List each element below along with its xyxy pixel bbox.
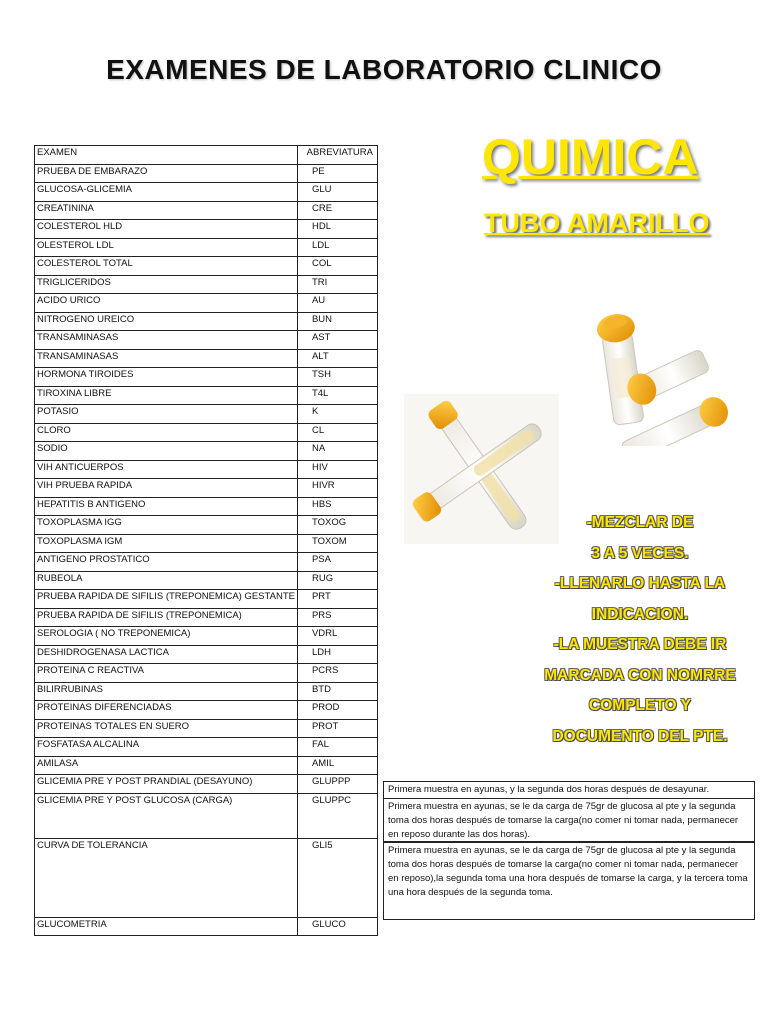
exam-name: CLORO [35,423,298,442]
collection-instructions [520,508,760,752]
instruction-line: DOCUMENTO DEL PTE. [552,727,728,745]
table-row [35,479,378,498]
table-row [35,571,378,590]
exam-abbreviation: GLUPPC [297,793,377,838]
instruction-line: -MEZCLAR DE [586,514,694,531]
exam-name: PRUEBA DE EMBARAZO [35,164,298,183]
exam-abbreviation: GLU [297,183,377,202]
tube-heading: TUBO AMARILLO [484,208,710,238]
exam-name: TRIGLICERIDOS [35,275,298,294]
exam-name: SEROLOGIA ( NO TREPONEMICA) [35,627,298,646]
exam-name: POTASIO [35,405,298,424]
table-row [35,534,378,553]
instruction-line: INDICACION. [591,605,689,623]
table-row [35,386,378,405]
exam-name: HORMONA TIROIDES [35,368,298,387]
exam-abbreviation: GLUPPP [297,775,377,794]
exam-name: PROTEINA C REACTIVA [35,664,298,683]
table-row [35,405,378,424]
table-row [35,368,378,387]
table-row [35,275,378,294]
instruction-line: -LLENARLO HASTA LA [554,575,726,592]
exam-name: SODIO [35,442,298,461]
exam-abbreviation: PE [297,164,377,183]
exam-abbreviation: AMIL [297,756,377,775]
exam-name: AMILASA [35,756,298,775]
exam-abbreviation: PRS [297,608,377,627]
exam-name: OLESTEROL LDL [35,238,298,257]
table-row [35,164,378,183]
exam-name: ANTIGENO PROSTATICO [35,553,298,572]
exam-abbreviation: HBS [297,497,377,516]
exam-abbreviation: CL [297,423,377,442]
exam-abbreviation: NA [297,442,377,461]
table-row [35,423,378,442]
header-exam: EXAMEN [35,146,298,165]
exam-name: DESHIDROGENASA LACTICA [35,645,298,664]
exam-name: PROTEINAS TOTALES EN SUERO [35,719,298,738]
exam-name: GLUCOSA-GLICEMIA [35,183,298,202]
note-gli5: Primera muestra en ayunas, se le da carga de 75gr de glucosa al pte y la segunda toma dos horas después de tomarse la carga(no comer ni tomar nada, permanecer en reposo),la segunda toma una hora después de tomarse la carga, y la tercera toma una hora después de la segunda toma. [383,842,755,920]
table-row [35,349,378,368]
table-row [35,201,378,220]
exam-name: GLUCOMETRIA [35,917,298,936]
table-row [35,497,378,516]
exam-abbreviation: COL [297,257,377,276]
table-row [35,516,378,535]
exam-abbreviation: BUN [297,312,377,331]
exam-name: NITROGENO UREICO [35,312,298,331]
table-row [35,719,378,738]
exam-abbreviation: AU [297,294,377,313]
exam-name: GLICEMIA PRE Y POST GLUCOSA (CARGA) [35,793,298,838]
exam-name: PROTEINAS DIFERENCIADAS [35,701,298,720]
table-row [35,590,378,609]
note-gluppc: Primera muestra en ayunas, se le da carga de 75gr de glucosa al pte y la segunda toma dos horas después de tomarse la carga(no comer ni tomar nada, permanecer en reposo durante las dos horas). [383,798,755,842]
exam-name: TIROXINA LIBRE [35,386,298,405]
exam-abbreviation: LDL [297,238,377,257]
table-row [35,312,378,331]
exam-abbreviation: CRE [297,201,377,220]
note-gluppp: Primera muestra en ayunas, y la segunda dos horas después de desayunar. [383,781,755,799]
exam-abbreviation: HDL [297,220,377,239]
exam-abbreviation: LDH [297,645,377,664]
table-row [35,701,378,720]
exam-abbreviation: TRI [297,275,377,294]
exam-table [34,145,378,936]
exam-abbreviation: TSH [297,368,377,387]
exam-name: COLESTEROL TOTAL [35,257,298,276]
table-row [35,257,378,276]
table-row [35,183,378,202]
table-row [35,553,378,572]
table-row [35,775,378,794]
table-row [35,627,378,646]
exam-abbreviation: TOXOG [297,516,377,535]
exam-abbreviation: T4L [297,386,377,405]
exam-abbreviation: K [297,405,377,424]
exam-name: GLICEMIA PRE Y POST PRANDIAL (DESAYUNO) [35,775,298,794]
table-row [35,664,378,683]
table-row [35,238,378,257]
exam-name: FOSFATASA ALCALINA [35,738,298,757]
instruction-line: -LA MUESTRA DEBE IR [553,636,727,653]
table-row [35,460,378,479]
exam-name: TRANSAMINASAS [35,331,298,350]
exam-abbreviation: ALT [297,349,377,368]
exam-abbreviation: PSA [297,553,377,572]
exam-name: VIH ANTICUERPOS [35,460,298,479]
exam-name: HEPATITIS B ANTIGENO [35,497,298,516]
table-row [35,738,378,757]
table-row [35,838,378,917]
instruction-line: MARCADA CON NOMRRE [544,666,736,684]
exam-abbreviation: TOXOM [297,534,377,553]
exam-abbreviation: PRT [297,590,377,609]
exam-abbreviation: VDRL [297,627,377,646]
exam-abbreviation: RUG [297,571,377,590]
exam-name: RUBEOLA [35,571,298,590]
exam-abbreviation: GLUCO [297,917,377,936]
header-abbr: ABREVIATURA [297,146,377,165]
exam-abbreviation: FAL [297,738,377,757]
exam-name: TRANSAMINASAS [35,349,298,368]
exam-abbreviation: HIVR [297,479,377,498]
table-header-row [35,146,378,165]
exam-name: PRUEBA RAPIDA DE SIFILIS (TREPONEMICA) [35,608,298,627]
exam-name: CURVA DE TOLERANCIA [35,838,298,917]
exam-abbreviation: PCRS [297,664,377,683]
instruction-line: 3 A 5 VECES. [591,544,689,562]
exam-name: COLESTEROL HLD [35,220,298,239]
table-row [35,220,378,239]
table-row [35,608,378,627]
table-row [35,682,378,701]
exam-abbreviation: AST [297,331,377,350]
exam-name: BILIRRUBINAS [35,682,298,701]
table-row [35,331,378,350]
exam-abbreviation: PROT [297,719,377,738]
table-row [35,793,378,838]
table-row [35,645,378,664]
exam-abbreviation: BTD [297,682,377,701]
table-row [35,917,378,936]
table-row [35,442,378,461]
exam-name: VIH PRUEBA RAPIDA [35,479,298,498]
exam-abbreviation: HIV [297,460,377,479]
exam-name: CREATININA [35,201,298,220]
exam-abbreviation: PROD [297,701,377,720]
yellow-tubes-photo [588,306,738,446]
exam-name: ACIDO URICO [35,294,298,313]
quimica-heading: QUIMICA [482,129,699,185]
exam-name: PRUEBA RAPIDA DE SIFILIS (TREPONEMICA) GESTANTE [35,590,298,609]
table-row [35,294,378,313]
table-row [35,756,378,775]
exam-name: TOXOPLASMA IGG [35,516,298,535]
page-title: EXAMENES DE LABORATORIO CLINICO [106,54,662,85]
exam-name: TOXOPLASMA IGM [35,534,298,553]
exam-abbreviation: GLI5 [297,838,377,917]
instruction-line: COMPLETO Y [589,697,691,714]
